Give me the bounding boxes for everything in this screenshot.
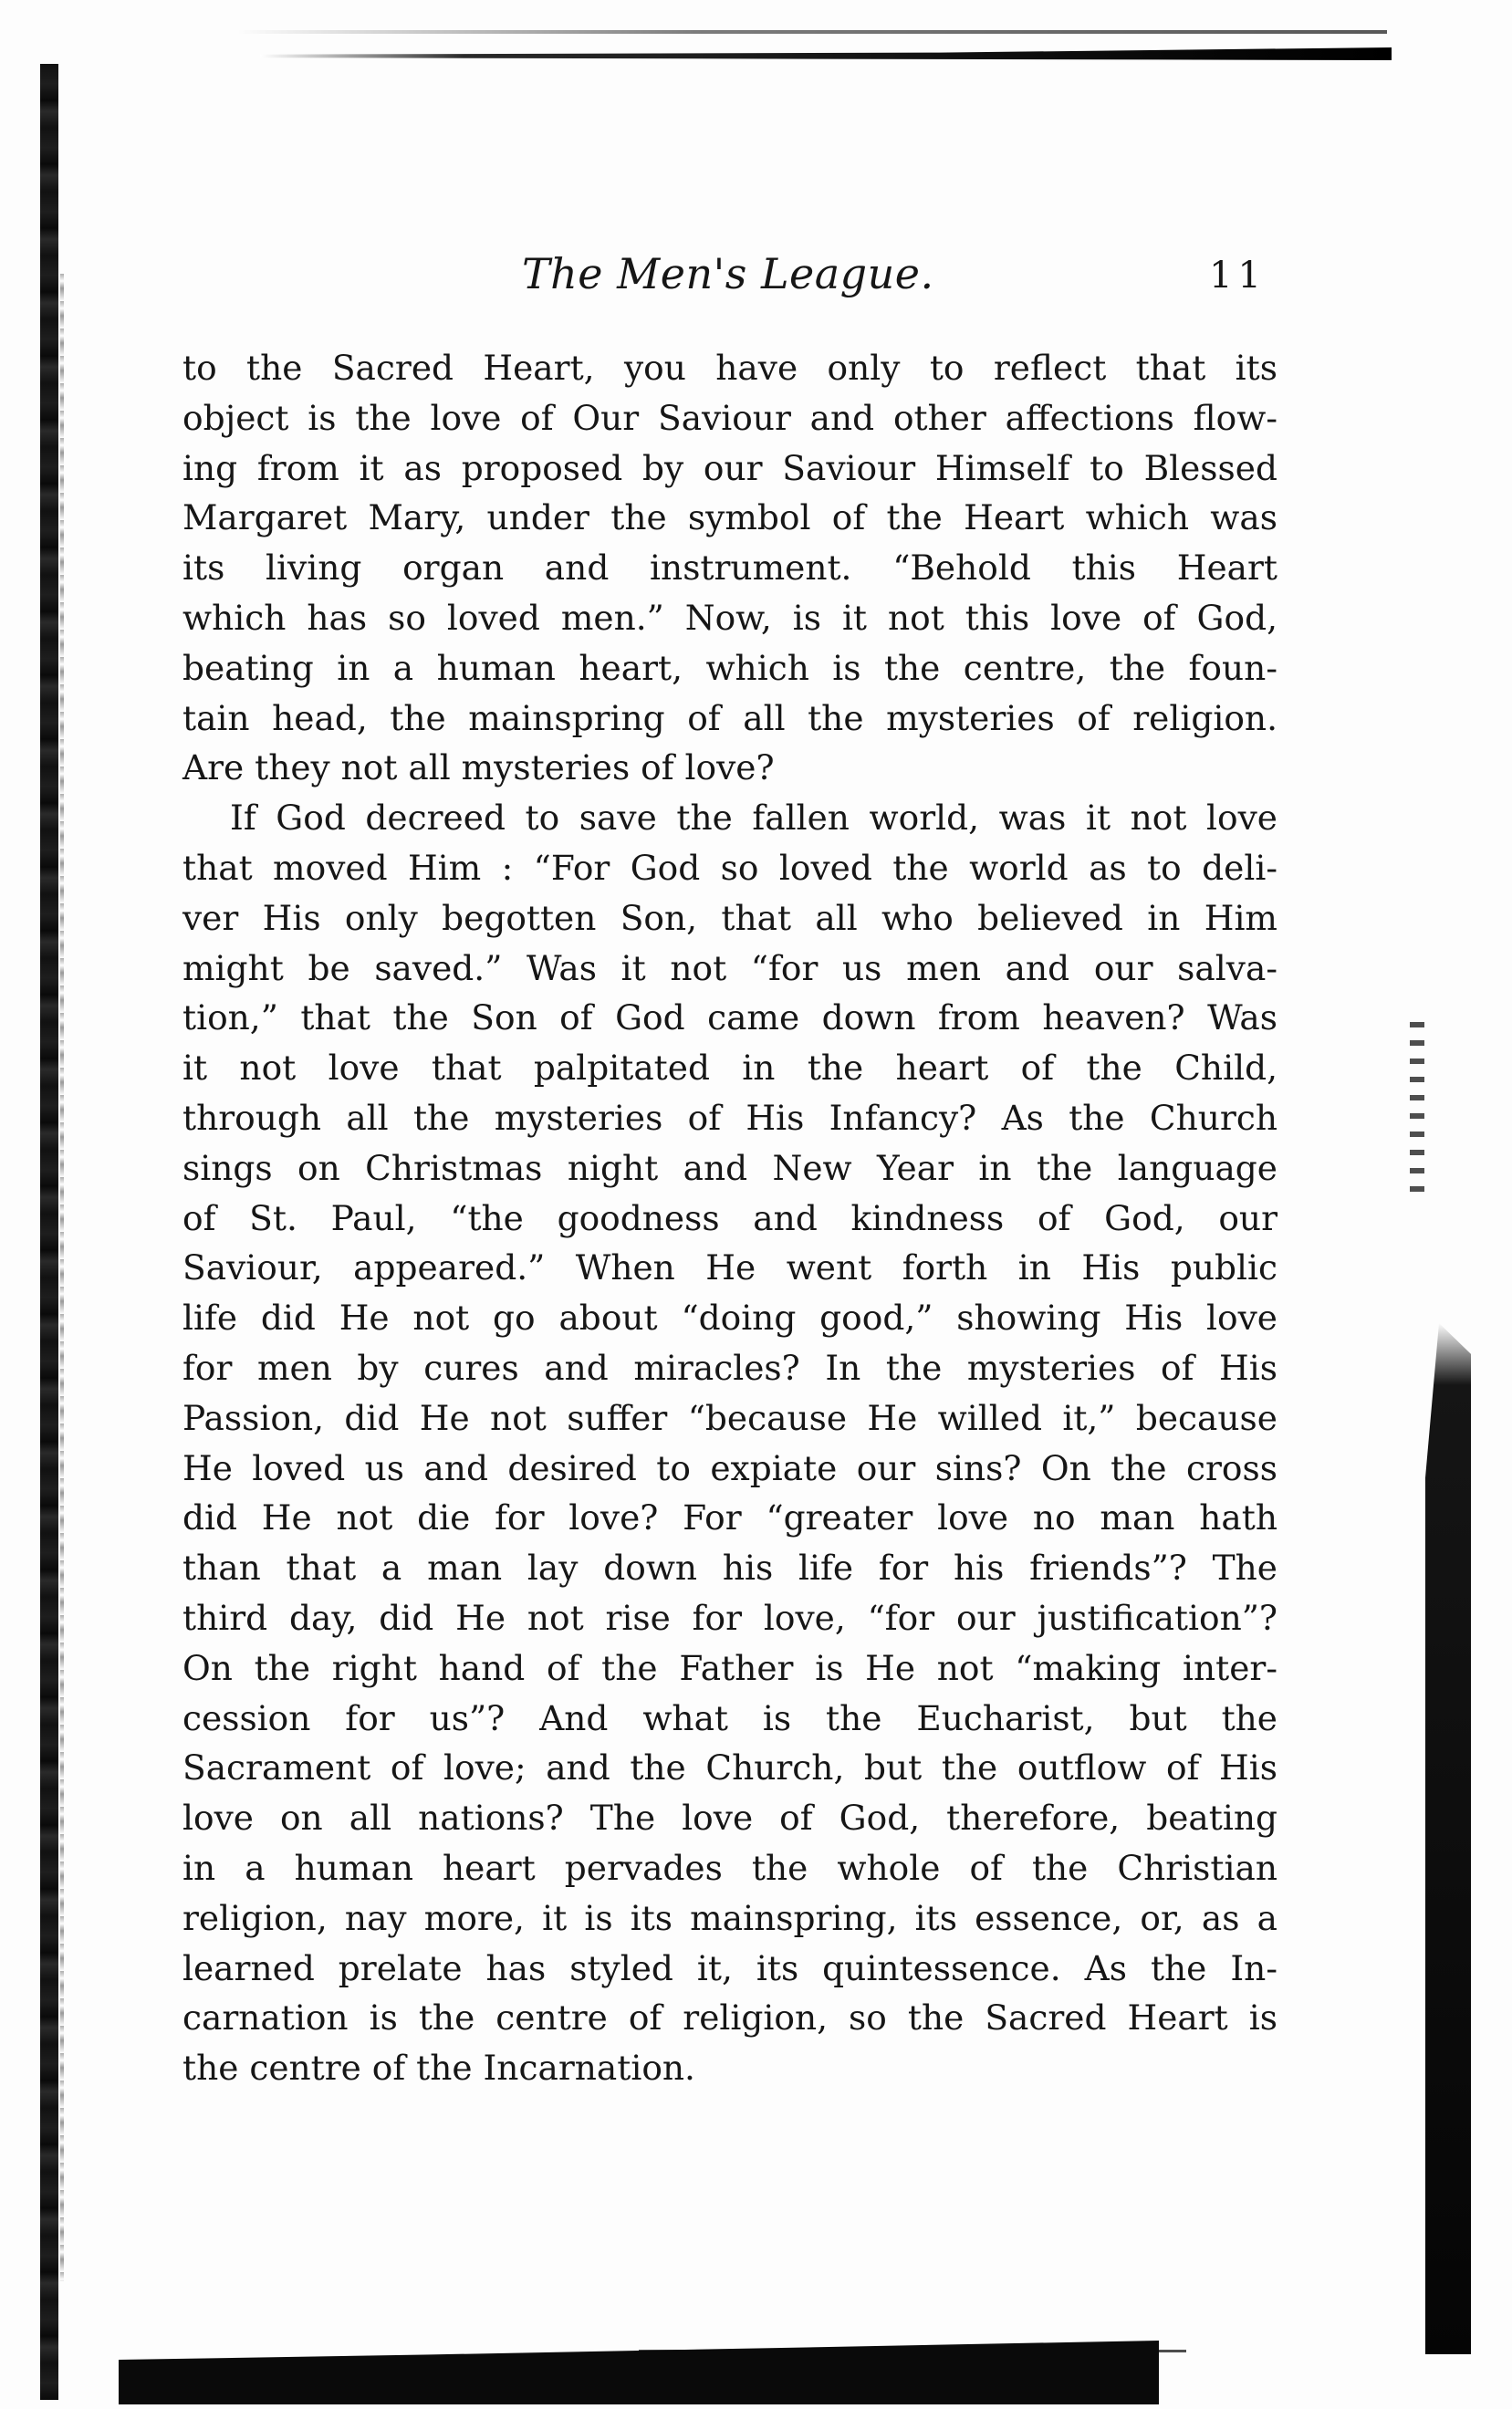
text-line: that moved Him : “For God so loved the world as to deli- (182, 847, 1277, 888)
text-line: ver His only begotten Son, that all who believed in Him (182, 897, 1277, 938)
text-line: in a human heart pervades the whole of the Christian (182, 1847, 1277, 1888)
text-line: for men by cures and miracles? In the mysteries of His (182, 1347, 1277, 1388)
text-line: which has so loved men.” Now, is it not this love of God, (182, 597, 1277, 638)
text-line: love on all nations? The love of God, therefore, beating (182, 1798, 1277, 1839)
running-head (182, 246, 1277, 310)
text-line: sings on Christmas night and New Year in the language (182, 1147, 1277, 1188)
text-line: religion, nay more, it is its mainspring, its essence, or, as a (182, 1897, 1277, 1938)
text-line: cession for us”? And what is the Eucharist, but the (182, 1697, 1277, 1738)
text-line: Passion, did He not suffer “because He willed it,” because (182, 1397, 1277, 1438)
text-line: it not love that palpitated in the heart of the Child, (182, 1048, 1277, 1089)
scan-edge-top-thin (237, 30, 1387, 34)
text-line: Sacrament of love; and the Church, but the outflow of His (182, 1747, 1277, 1788)
text-line: On the right hand of the Father is He not “making inter- (182, 1647, 1277, 1688)
text-line: might be saved.” Was it not “for us men and our salva- (182, 947, 1277, 988)
text-line: Saviour, appeared.” When He went forth in His public (182, 1247, 1277, 1288)
text-line: Are they not all mysteries of love? (182, 747, 775, 788)
scan-edge-top (260, 47, 1392, 60)
text-line: third day, did He not rise for love, “for our justification”? (182, 1597, 1277, 1638)
text-line: tain head, the mainspring of all the mysteries of religion. (182, 697, 1277, 738)
text-line: life did He not go about “doing good,” showing His love (182, 1298, 1277, 1339)
scan-edge-right (1425, 1323, 1471, 2354)
scan-marks-right (1410, 1022, 1424, 1195)
text-line: carnation is the centre of religion, so the Sacred Heart is (182, 1997, 1277, 2039)
text-line: its living organ and instrument. “Behold this Heart (182, 548, 1277, 589)
body-text (182, 343, 1277, 2093)
scan-edge-left (40, 64, 58, 2400)
text-line: tion,” that the Son of God came down from heaven? Was (182, 997, 1277, 1038)
text-line: Margaret Mary, under the symbol of the Heart which was (182, 497, 1277, 538)
text-line: He loved us and desired to expiate our sins? On the cross (182, 1447, 1277, 1488)
scan-edge-left-shadow (60, 274, 64, 2281)
text-line: ing from it as proposed by our Saviour Himself to Blessed (182, 447, 1277, 488)
page-number: 11 (1209, 255, 1267, 297)
text-line: the centre of the Incarnation. (182, 2048, 695, 2089)
text-line: did He not die for love? For “greater love no man hath (182, 1497, 1277, 1538)
text-line: object is the love of Our Saviour and other affections flow- (182, 397, 1277, 438)
text-line: than that a man lay down his life for his friends”? The (182, 1548, 1277, 1589)
text-line: of St. Paul, “the goodness and kindness of God, our (182, 1197, 1277, 1238)
text-line: beating in a human heart, which is the centre, the foun- (182, 647, 1277, 688)
text-line: If God decreed to save the fallen world, was it not love (230, 798, 1277, 839)
running-title: The Men's League. (522, 249, 934, 298)
text-line: to the Sacred Heart, you have only to reflect that its (182, 348, 1277, 388)
text-line: through all the mysteries of His Infancy? As the Church (182, 1097, 1277, 1138)
text-line: learned prelate has styled it, its quintessence. As the In- (182, 1947, 1277, 1988)
